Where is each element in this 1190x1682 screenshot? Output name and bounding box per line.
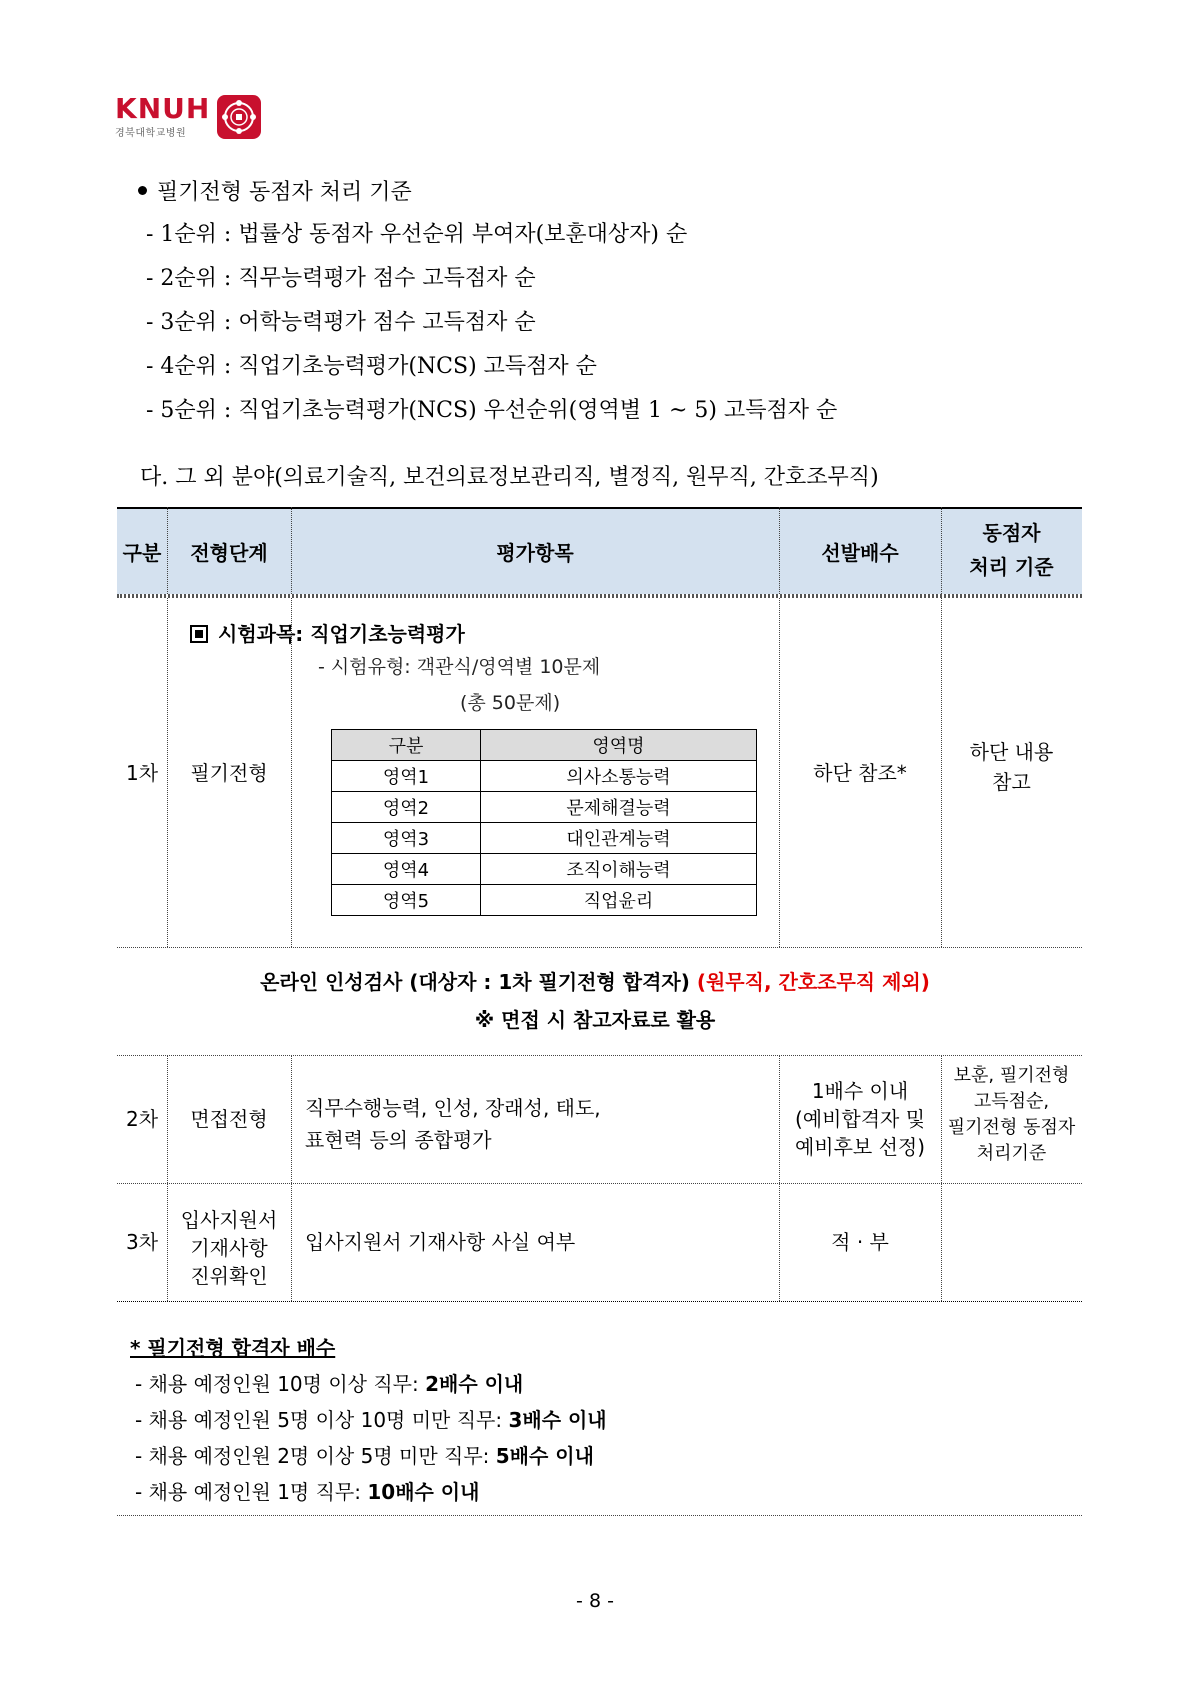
header-tie-line2: 처리 기준 — [969, 555, 1054, 579]
criteria-item: - 5순위 : 직업기초능력평가(NCS) 우선순위(영역별 1 ~ 5) 고득점자 순 — [146, 398, 838, 423]
domain-header-category: 구분 — [332, 730, 481, 761]
criteria-heading: 필기전형 동점자 처리 기준 — [138, 175, 412, 206]
row-divider — [117, 1301, 1082, 1302]
column-divider — [291, 1055, 292, 1183]
row3-round: 3차 — [125, 1230, 159, 1254]
column-divider — [941, 1183, 942, 1301]
table-row — [332, 854, 757, 885]
section-heading: 다. 그 외 분야(의료기술직, 보건의료정보관리직, 별정직, 원무직, 간호조무직) — [140, 465, 879, 490]
row2-stage: 면접전형 — [190, 1107, 268, 1131]
table-row — [332, 761, 757, 792]
row1-stage: 필기전형 — [190, 760, 268, 785]
domain-id: 영역5 — [332, 885, 481, 916]
table-row — [332, 823, 757, 854]
exam-total: (총 50문제) — [460, 692, 561, 714]
header-selection-ratio: 선발배수 — [821, 540, 899, 565]
exam-subject-title: 시험과목: 직업기초능력평가 — [190, 618, 465, 647]
criteria-item: - 2순위 : 직무능력평가 점수 고득점자 순 — [146, 266, 536, 291]
ncs-domain-table — [331, 729, 757, 916]
row2-selection-line2: (예비합격자 및 — [794, 1107, 926, 1131]
header-tie-line1: 동점자 — [982, 521, 1041, 545]
page-number: - 8 - — [576, 1590, 614, 1612]
column-divider — [291, 598, 292, 947]
row2-tie-line2: 고득점순, — [973, 1091, 1050, 1112]
footnote-item: - 채용 예정인원 10명 이상 직무: 2배수 이내 — [135, 1372, 524, 1396]
footnote-item: - 채용 예정인원 5명 이상 10명 미만 직무: 3배수 이내 — [135, 1408, 607, 1432]
column-divider — [167, 507, 168, 594]
criteria-item: - 4순위 : 직업기초능력평가(NCS) 고득점자 순 — [146, 354, 597, 379]
domain-id: 영역4 — [332, 854, 481, 885]
footnote-item: - 채용 예정인원 2명 이상 5명 미만 직무: 5배수 이내 — [135, 1444, 594, 1468]
section-end-divider — [117, 1515, 1082, 1516]
domain-header-name: 영역명 — [481, 730, 757, 761]
row1-selection: 하단 참조* — [813, 760, 907, 785]
column-divider — [941, 507, 942, 594]
domain-name: 의사소통능력 — [481, 761, 757, 792]
row2-round: 2차 — [125, 1107, 159, 1131]
domain-id: 영역3 — [332, 823, 481, 854]
row1-tie-line2: 참고 — [992, 770, 1031, 794]
exclusion-note: (원무직, 간호조무직 제외) — [696, 970, 930, 994]
emblem-icon — [217, 95, 261, 139]
row2-tie-line1: 보훈, 필기전형 — [953, 1065, 1070, 1086]
row2-tie-line3: 필기전형 동점자 — [947, 1117, 1076, 1138]
criteria-item: - 1순위 : 법률상 동점자 우선순위 부여자(보훈대상자) 순 — [146, 222, 688, 247]
table-row — [332, 730, 757, 761]
domain-name: 문제해결능력 — [481, 792, 757, 823]
table-row — [332, 885, 757, 916]
row2-eval-line2: 표현력 등의 종합평가 — [305, 1128, 492, 1152]
exam-type: - 시험유형: 객관식/영역별 10문제 — [318, 656, 601, 678]
footnote-item: - 채용 예정인원 1명 직무: 10배수 이내 — [135, 1480, 480, 1504]
row3-evaluation: 입사지원서 기재사항 사실 여부 — [305, 1230, 576, 1254]
row2-eval-line1: 직무수행능력, 인성, 장래성, 태도, — [305, 1096, 601, 1120]
row2-selection-line3: 예비후보 선정) — [794, 1135, 926, 1159]
row3-stage-line2: 기재사항 — [190, 1236, 268, 1260]
bullet-icon — [138, 186, 147, 195]
footnote-title: * 필기전형 합격자 배수 — [130, 1336, 336, 1360]
column-divider — [779, 507, 780, 594]
row2-tie-line4: 처리기준 — [976, 1143, 1047, 1164]
row1-tie-line1: 하단 내용 — [969, 740, 1054, 764]
header-round: 구분 — [122, 540, 162, 565]
domain-name: 대인관계능력 — [481, 823, 757, 854]
table-row — [332, 792, 757, 823]
column-divider — [291, 507, 292, 594]
logo-subtitle: 경북대학교병원 — [115, 128, 187, 139]
row2-selection-line1: 1배수 이내 — [811, 1079, 909, 1103]
row3-stage-line3: 진위확인 — [190, 1264, 268, 1288]
square-bullet-icon — [190, 625, 208, 643]
domain-name: 직업윤리 — [481, 885, 757, 916]
hospital-logo — [115, 94, 275, 146]
row3-selection: 적 · 부 — [831, 1230, 889, 1254]
header-evaluation: 평가항목 — [496, 540, 574, 565]
domain-id: 영역2 — [332, 792, 481, 823]
criteria-item: - 3순위 : 어학능력평가 점수 고득점자 순 — [146, 310, 536, 335]
domain-id: 영역1 — [332, 761, 481, 792]
column-divider — [291, 1183, 292, 1301]
logo-wordmark: KNUH — [115, 92, 211, 125]
row1-round: 1차 — [125, 760, 159, 785]
row3-stage-line1: 입사지원서 — [180, 1208, 278, 1232]
personality-test-notice: 온라인 인성검사 (대상자 : 1차 필기전형 합격자) (원무직, 간호조무직 제외) — [260, 970, 930, 994]
domain-name: 조직이해능력 — [481, 854, 757, 885]
header-stage: 전형단계 — [190, 540, 268, 565]
interview-reference-note: ※ 면접 시 참고자료로 활용 — [474, 1008, 716, 1032]
row-divider — [117, 947, 1082, 948]
table-header-row — [117, 507, 1082, 594]
